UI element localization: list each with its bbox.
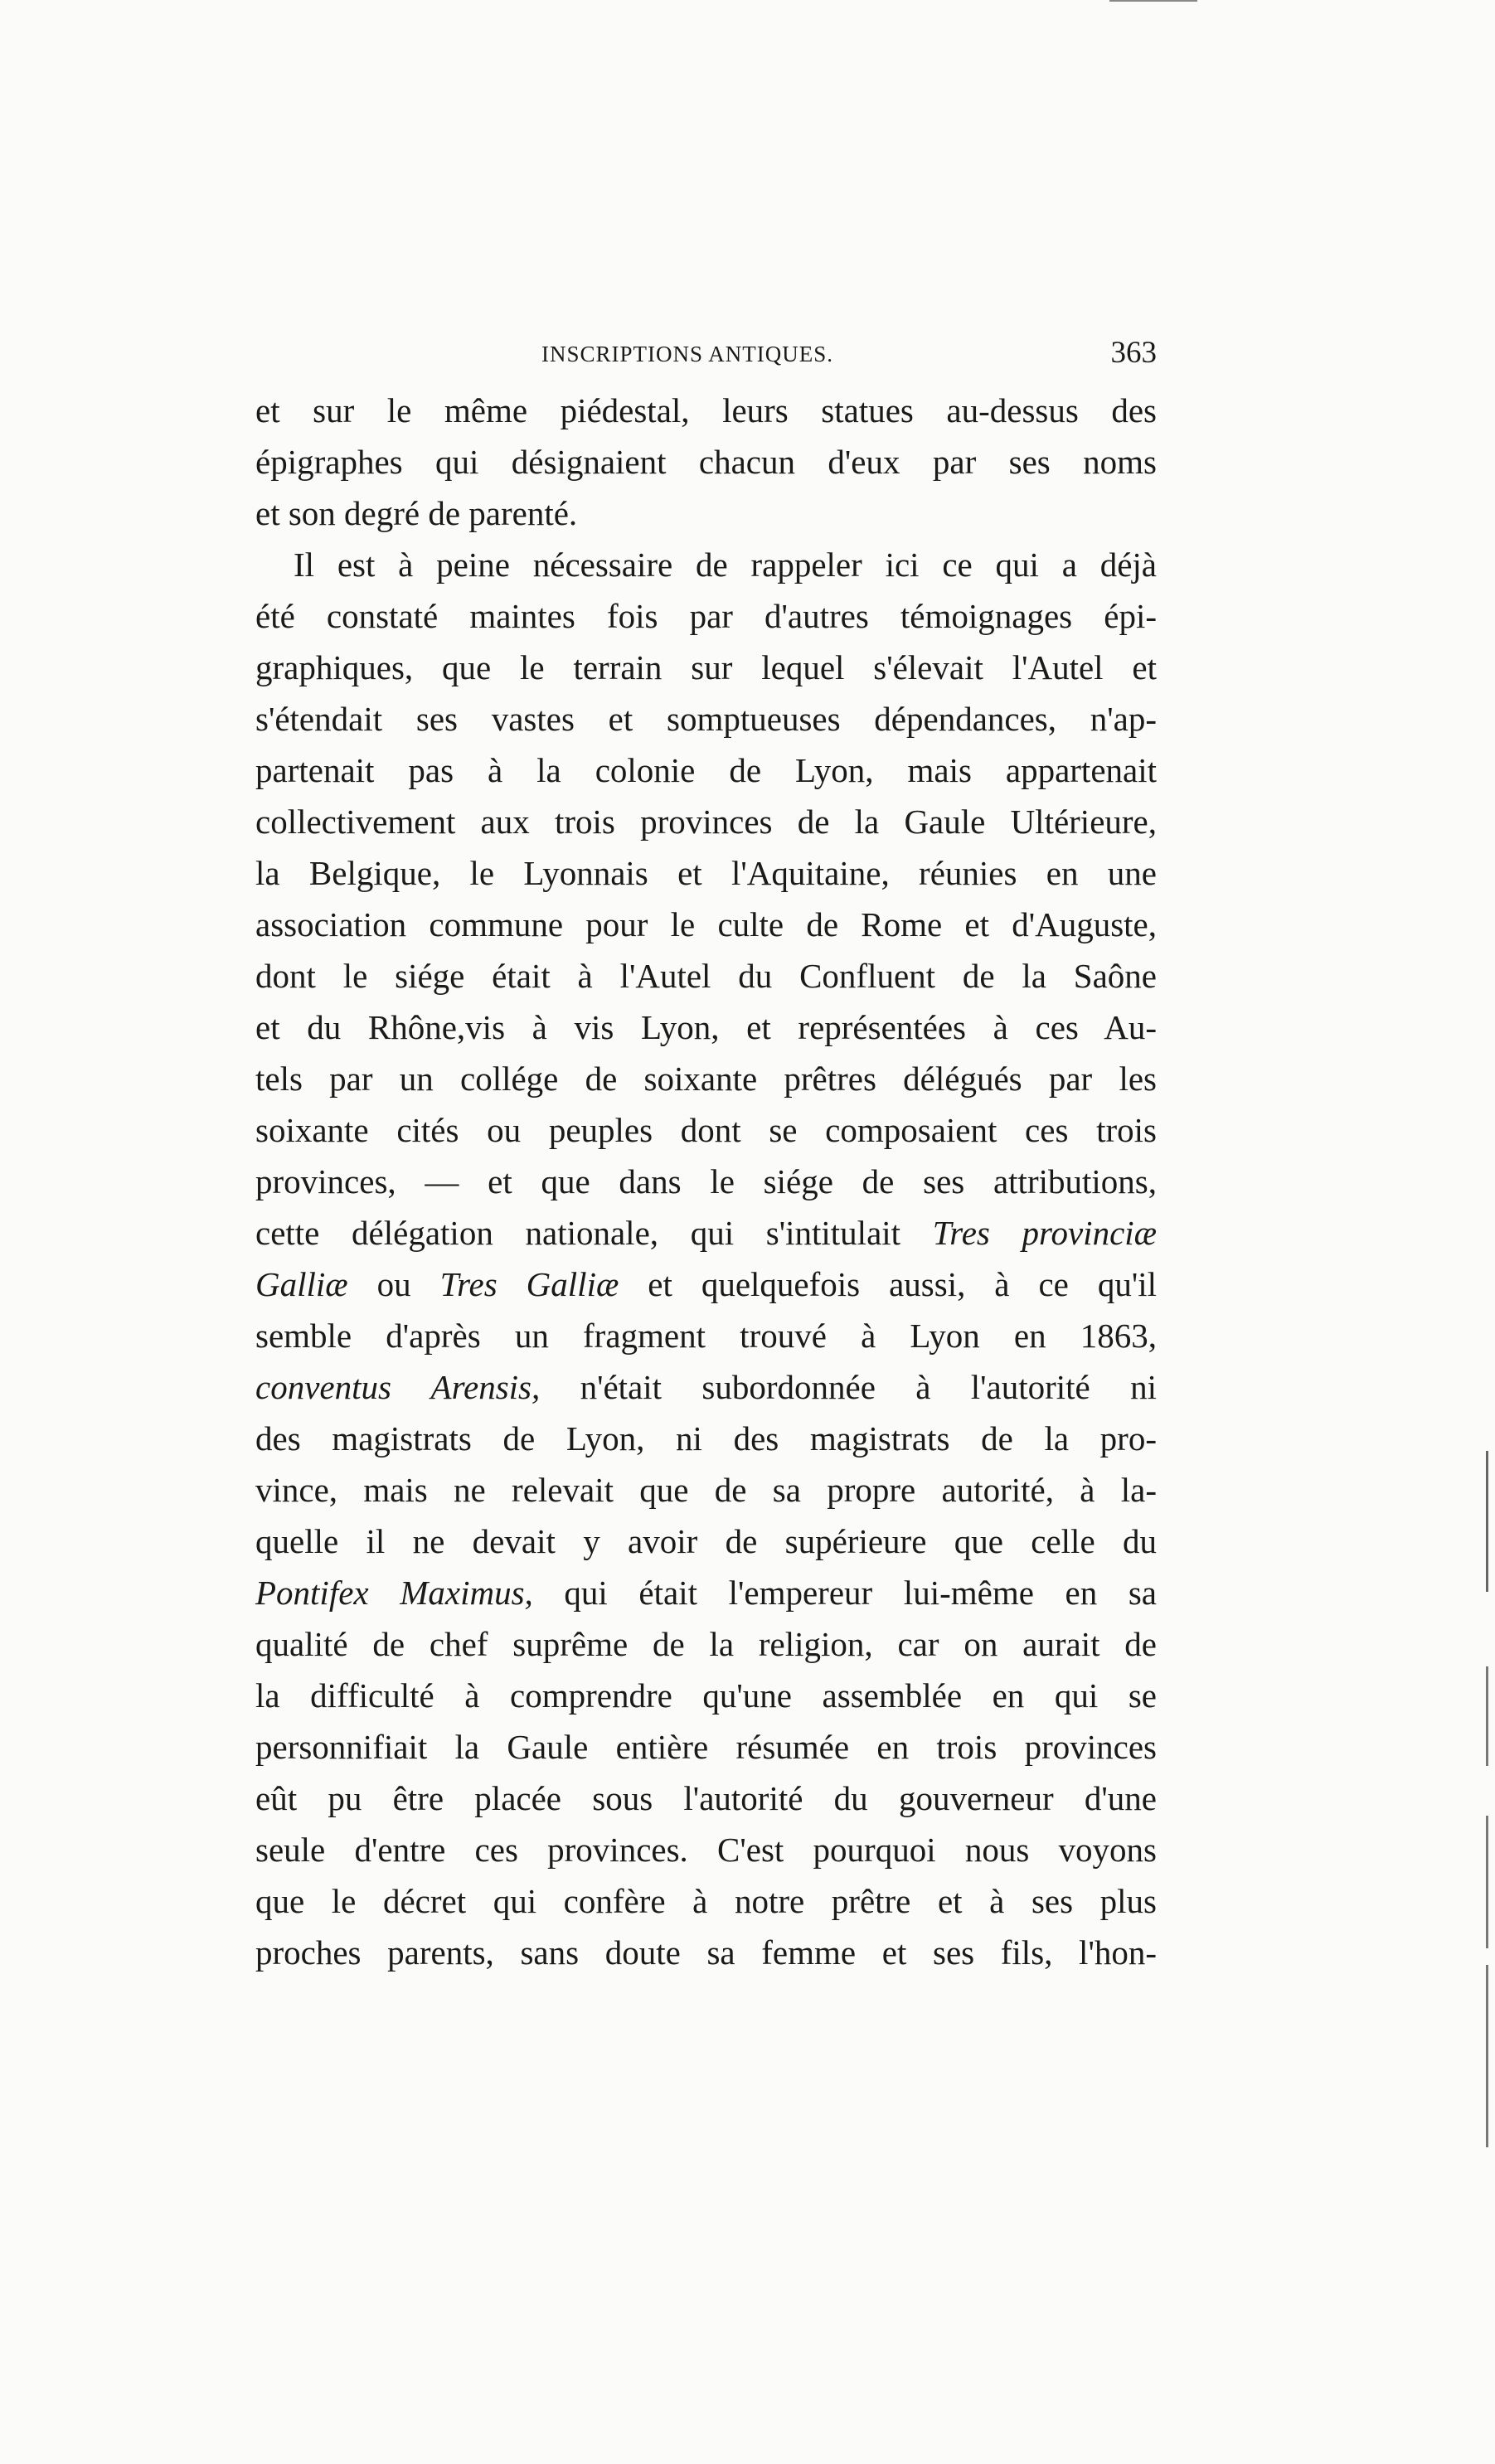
- text-line: et son degré de parenté.: [255, 494, 578, 532]
- text-line: que le décret qui confère à notre prêtre et à ses plus: [255, 1882, 1157, 1920]
- text-line: personnifiait la Gaule entière résumée en trois provinces: [255, 1728, 1157, 1766]
- scan-artifact-edge: [1486, 1816, 1488, 1948]
- text-line: [255, 1207, 1157, 1259]
- text-segment: et quelquefois aussi, à ce qu'il: [619, 1265, 1158, 1303]
- text-line: s'étendait ses vastes et somptueuses dépendances, n'ap-: [255, 700, 1157, 738]
- text-line: graphiques, que le terrain sur lequel s'élevait l'Autel et: [255, 648, 1157, 686]
- scan-artifact-edge: [1486, 1965, 1488, 2147]
- text-segment: qui était l'empereur lui-même en sa: [532, 1574, 1158, 1612]
- text-line: provinces, — et que dans le siége de ses attributions,: [255, 1162, 1157, 1200]
- text-line: des magistrats de Lyon, ni des magistrats de la pro-: [255, 1419, 1157, 1458]
- text-line: collectivement aux trois provinces de la Gaule Ultérieure,: [255, 803, 1157, 841]
- text-line: eût pu être placée sous l'autorité du gouverneur d'une: [255, 1779, 1157, 1817]
- text-line: épigraphes qui désignaient chacun d'eux par ses noms: [255, 443, 1157, 481]
- scan-artifact-edge: [1486, 1666, 1488, 1766]
- text-line: soixante cités ou peuples dont se composaient ces trois: [255, 1111, 1157, 1149]
- page-header: [255, 335, 1157, 376]
- text-line: été constaté maintes fois par d'autres témoignages épi-: [255, 597, 1157, 635]
- paragraph-start-line: Il est à peine nécessaire de rappeler ici ce qui a déjà: [294, 546, 1157, 584]
- text-segment: cette délégation nationale, qui s'intitulait: [255, 1214, 933, 1252]
- text-line: [255, 1567, 1157, 1618]
- text-line: qualité de chef suprême de la religion, car on aurait de: [255, 1625, 1157, 1663]
- italic-phrase: Tres Galliæ: [439, 1265, 619, 1303]
- text-line: dont le siége était à l'Autel du Confluent de la Saône: [255, 957, 1157, 995]
- text-line: proches parents, sans doute sa femme et ses fils, l'hon-: [255, 1933, 1157, 1972]
- text-line: vince, mais ne relevait que de sa propre autorité, à la-: [255, 1471, 1157, 1509]
- text-line: et sur le même piédestal, leurs statues au-dessus des: [255, 391, 1157, 429]
- text-line: quelle il ne devait y avoir de supérieure que celle du: [255, 1522, 1157, 1560]
- italic-phrase: conventus Arensis,: [255, 1368, 541, 1406]
- text-line: tels par un collége de soixante prêtres délégués par les: [255, 1060, 1157, 1098]
- text-line: la difficulté à comprendre qu'une assemblée en qui se: [255, 1676, 1157, 1715]
- scan-artifact-top: [1109, 0, 1197, 2]
- running-title: INSCRIPTIONS ANTIQUES.: [541, 342, 834, 366]
- body-text: [255, 385, 1157, 1978]
- text-line: association commune pour le culte de Rome et d'Auguste,: [255, 905, 1157, 943]
- text-line: [255, 1259, 1157, 1310]
- page-number: 363: [1110, 336, 1157, 370]
- italic-phrase: Pontifex Maximus,: [255, 1574, 533, 1612]
- text-line: partenait pas à la colonie de Lyon, mais appartenait: [255, 751, 1157, 789]
- text-line: et du Rhône,vis à vis Lyon, et représentées à ces Au-: [255, 1008, 1157, 1046]
- scan-artifact-edge: [1486, 1451, 1488, 1592]
- text-line: [255, 1361, 1157, 1413]
- italic-phrase: Galliæ: [255, 1265, 348, 1303]
- italic-phrase: Tres provinciæ: [932, 1214, 1157, 1252]
- text-segment: n'était subordonnée à l'autorité ni: [540, 1368, 1157, 1406]
- text-segment: ou: [347, 1265, 440, 1303]
- text-line: la Belgique, le Lyonnais et l'Aquitaine, réunies en une: [255, 854, 1157, 892]
- text-line: semble d'après un fragment trouvé à Lyon en 1863,: [255, 1317, 1157, 1355]
- text-line: seule d'entre ces provinces. C'est pourquoi nous voyons: [255, 1831, 1157, 1869]
